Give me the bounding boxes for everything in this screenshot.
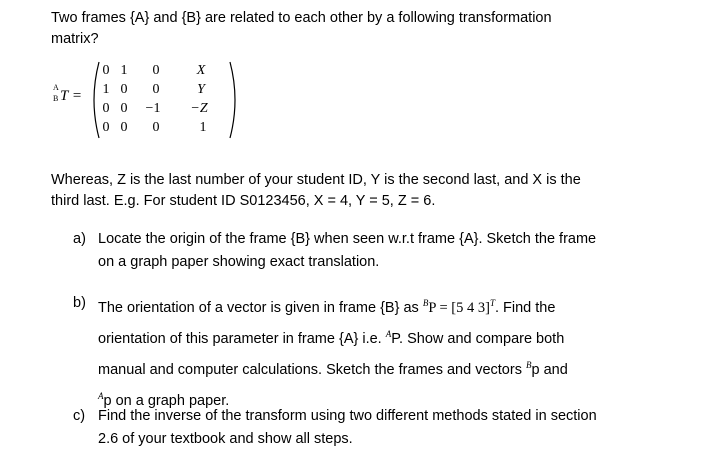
matrix-cell: −1 xyxy=(145,101,161,116)
item-b-superscript: A xyxy=(385,329,392,339)
transformation-matrix xyxy=(52,61,242,139)
item-b-text: manual and computer calculations. Sketch the frames and vectors xyxy=(98,362,526,378)
matrix-cell: 0 xyxy=(102,101,110,116)
question-item-b xyxy=(73,290,673,409)
item-b-transpose: T xyxy=(489,298,495,308)
item-b-text: P. Show and compare both xyxy=(391,331,565,347)
matrix-cell: 1 xyxy=(120,63,128,78)
matrix-cell: −Z xyxy=(190,101,208,116)
item-b-line-2 xyxy=(98,321,653,352)
item-c-line-1: Find the inverse of the transform using two different methods stated in section xyxy=(98,408,597,424)
item-a-line-1: Locate the origin of the frame {B} when seen w.r.t frame {A}. Sketch the frame xyxy=(98,231,597,247)
item-b-line-1 xyxy=(98,290,653,321)
matrix-right-paren xyxy=(228,61,242,139)
matrix-cell: 0 xyxy=(120,82,128,97)
matrix-cell: 0 xyxy=(102,120,110,135)
intro-paragraph xyxy=(51,8,552,50)
item-b-superscript: B xyxy=(422,298,429,308)
matrix-cell: 0 xyxy=(102,63,110,78)
item-letter: b) xyxy=(73,295,86,311)
matrix-label-main: T = xyxy=(60,88,82,104)
matrix-cell: 0 xyxy=(152,82,160,97)
item-b-text: orientation of this parameter in frame {A} i.e. xyxy=(98,331,386,347)
matrix-cell: X xyxy=(196,63,206,78)
matrix-cell: 1 xyxy=(199,120,207,135)
intro-line-1: Two frames {A} and {B} are related to each other by a following transformation xyxy=(51,10,552,26)
intro-line-2: matrix? xyxy=(51,31,99,47)
matrix-cell: 0 xyxy=(152,120,160,135)
matrix-cell: 0 xyxy=(120,101,128,116)
item-letter: a) xyxy=(73,231,86,247)
matrix-label-superscript: A xyxy=(53,83,59,92)
question-item-c xyxy=(73,405,673,451)
item-a-line-2: on a graph paper showing exact translation. xyxy=(98,254,380,270)
item-b-text: . Find the xyxy=(494,300,556,316)
whereas-line-2: third last. E.g. For student ID S0123456, X = 4, Y = 5, Z = 6. xyxy=(51,193,436,209)
item-b-text: The orientation of a vector is given in frame {B} as xyxy=(98,300,423,316)
matrix-cell: 1 xyxy=(102,82,110,97)
item-letter: c) xyxy=(73,408,86,424)
item-b-text: p on a graph paper. xyxy=(103,393,230,409)
matrix-label-subscript: B xyxy=(53,94,59,103)
matrix-cell: 0 xyxy=(152,63,160,78)
whereas-paragraph xyxy=(51,170,581,212)
item-b-text: p and xyxy=(531,362,568,378)
item-b-superscript: B xyxy=(525,360,532,370)
matrix-cell: 0 xyxy=(120,120,128,135)
item-b-superscript: A xyxy=(98,391,104,401)
whereas-line-1: Whereas, Z is the last number of your student ID, Y is the second last, and X is the xyxy=(51,172,581,188)
item-b-line-3 xyxy=(98,352,653,383)
question-item-a xyxy=(73,228,673,274)
item-b-vector: P = [5 4 3] xyxy=(428,300,490,316)
item-c-line-2: 2.6 of your textbook and show all steps. xyxy=(98,431,353,447)
matrix-cell: Y xyxy=(197,82,205,97)
